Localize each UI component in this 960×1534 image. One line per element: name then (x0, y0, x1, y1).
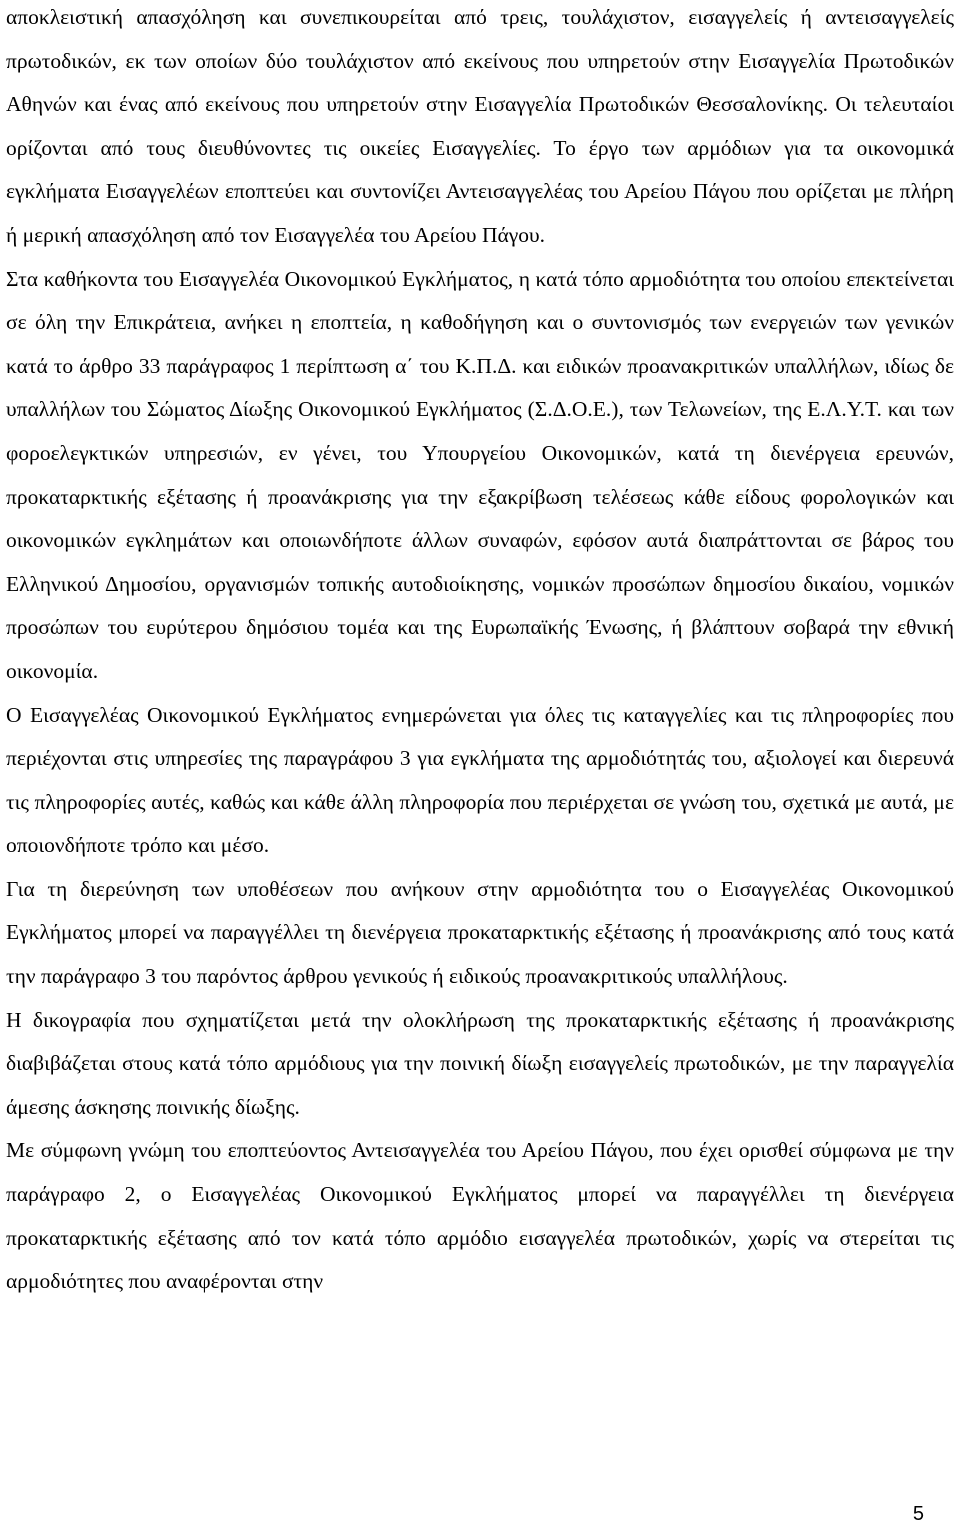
paragraph-1: αποκλειστική απασχόληση και συνεπικουρείται από τρεις, τουλάχιστον, εισαγγελείς ή αντεισαγγελείς πρωτοδικών, εκ των οποίων δύο τουλάχιστον από εκείνους που υπηρετούν στην Εισαγγελία Πρωτοδικών Αθηνών και ένας από εκείνους που υπηρετούν στην Εισαγγελία Πρωτοδικών Θεσσαλονίκης. Οι τελευταίοι ορίζονται από τους διευθύνοντες τις οικείες Εισαγγελίες. Το έργο των αρμόδιων για τα οικονομικά εγκλήματα Εισαγγελέων εποπτεύει και συντονίζει Αντεισαγγελέας του Αρείου Πάγου που ορίζεται με πλήρη ή μερική απασχόληση από τον Εισαγγελέα του Αρείου Πάγου. (6, 5, 954, 247)
document-page (6, 0, 954, 1304)
page-number: 5 (912, 1503, 924, 1525)
paragraph-4: Για τη διερεύνηση των υποθέσεων που ανήκουν στην αρμοδιότητα του ο Εισαγγελέας Οικονομικού Εγκλήματος μπορεί να παραγγέλλει τη διενέργεια προκαταρκτικής εξέτασης ή προανάκρισης από τους κατά την παράγραφο 3 του παρόντος άρθρου γενικούς ή ειδικούς προανακριτικούς υπαλλήλους. (6, 876, 954, 989)
paragraph-2: Στα καθήκοντα του Εισαγγελέα Οικονομικού Εγκλήματος, η κατά τόπο αρμοδιότητα του οποίου επεκτείνεται σε όλη την Επικράτεια, ανήκει η εποπτεία, η καθοδήγηση και ο συντονισμός των ενεργειών των γενικών κατά το άρθρο 33 παράγραφος 1 περίπτωση α΄ του Κ.Π.Δ. και ειδικών προανακριτικών υπαλλήλων, ιδίως δε υπαλλήλων του Σώματος Δίωξης Οικονομικού Εγκλήματος (Σ.Δ.Ο.Ε.), των Τελωνείων, της Ε.Λ.Υ.Τ. και των φοροελεγκτικών υπηρεσιών, εν γένει, του Υπουργείου Οικονομικών, κατά τη διενέργεια ερευνών, προκαταρκτικής εξέτασης ή προανάκρισης για την εξακρίβωση τελέσεως κάθε είδους φορολογικών και οικονομικών εγκλημάτων και οποιωνδήποτε άλλων συναφών, εφόσον αυτά διαπράττονται σε βάρος του Ελληνικού Δημοσίου, οργανισμών τοπικής αυτοδιοίκησης, νομικών προσώπων δημοσίου δικαίου, νομικών προσώπων του ευρύτερου δημόσιου τομέα και της Ευρωπαϊκής Ένωσης, ή βλάπτουν σοβαρά την εθνική οικονομία. (6, 266, 954, 683)
paragraph-6: Με σύμφωνη γνώμη του εποπτεύοντος Αντεισαγγελέα του Αρείου Πάγου, που έχει ορισθεί σύμφωνα με την παράγραφο 2, ο Εισαγγελέας Οικονομικού Εγκλήματος μπορεί να παραγγέλλει τη διενέργεια προκαταρκτικής εξέτασης από τον κατά τόπο αρμόδιο εισαγγελέα πρωτοδικών, χωρίς να στερείται τις αρμοδιότητες που αναφέρονται στην (6, 1138, 954, 1294)
paragraph-3: Ο Εισαγγελέας Οικονομικού Εγκλήματος ενημερώνεται για όλες τις καταγγελίες και τις πληροφορίες που περιέχονται στις υπηρεσίες της παραγράφου 3 για εγκλήματα της αρμοδιότητάς του, αξιολογεί και διερευνά τις πληροφορίες αυτές, καθώς και κάθε άλλη πληροφορία που περιέρχεται σε γνώση του, σχετικά με αυτά, με οποιονδήποτε τρόπο και μέσο. (6, 702, 954, 858)
paragraph-5: Η δικογραφία που σχηματίζεται μετά την ολοκλήρωση της προκαταρκτικής εξέτασης ή προανάκρισης διαβιβάζεται στους κατά τόπο αρμόδιους για την ποινική δίωξη εισαγγελείς πρωτοδικών, με την παραγγελία άμεσης άσκησης ποινικής δίωξης. (6, 1007, 954, 1119)
